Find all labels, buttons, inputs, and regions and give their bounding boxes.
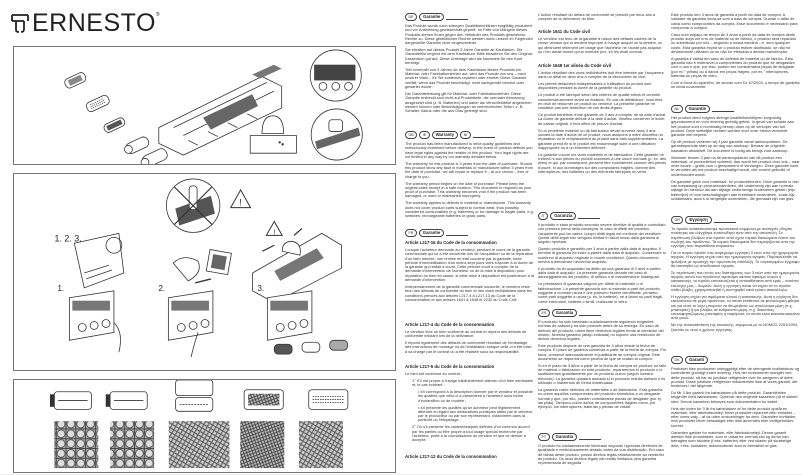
step-hand-blade [173,249,231,282]
paragraph: Le prestazioni di garanzia valgono per difetti di materiale o di fabbricazione. La presente garanzia non si estende a parti del prodotto soggette a normale usura e che possono essere identificate, pertanto, come parti soggette a usura (p. es. le batterie), né a danni su parti fragili, come interruttori, batterie o simili, realizzate in vetro. [538,281,664,304]
warranty-column-2 [538,0,667,475]
warranty-section [405,13,534,116]
slicing-drum-icon [106,392,147,410]
warranty-section [671,13,800,92]
paragraph: Το προϊόν κατασκευάστηκε προσεκτικά σύμφωνα με αυστηρές οδηγίες ποιότητας και ελέγχθηκε ευσυνείδητα πριν από την αποστολή. Σε περίπτωση βλαβών στο προϊόν αυτό έχετε νομικά δικαιώματα έναντι του πωλητή του προϊόντος. Τα νομικά δικαιώματα δεν περιορίζονται από την εγγύηση που παρατίθεται παρακάτω. [671,226,796,249]
heading-rule [446,231,468,236]
section-heading [671,105,800,113]
registered-mark: ® [155,12,160,18]
paragraph: Garantien gælder for materiale- eller fabrikationsfejl. Denne garanti dækker ikke produktdele, som er udsat for normalt slid og derfor kan betragtes som sliddele (f.eks. batterier) eller ved skader på skrøbelige dele, f.eks. kontakter, akkumulatorer som er fremstillet af glas. [671,429,792,448]
paragraph: Este produto tem 3 anos de garantia a partir da data de compra. A validade da garantia inicia-se com a data de compra. Guarde o talão de caixa como comprovativo da compra. Esse documento é necessário para comprovar a compra. [671,12,798,30]
warranty-section [538,433,667,468]
country-code-badge: DE [405,13,417,20]
section-heading [538,212,667,220]
warning-triangle-icon [266,222,282,237]
paragraph: Les pièces détachées indispensables à l'utilisation du produit sont disponibles pendant la durée de la garantie du produit. [538,81,652,91]
warranty-section [671,105,800,204]
paragraph: L'action résultant des vices rédhibitoires doit être intentée par l'acquéreur dans un délai de deux ans à compter de la découverte du vice. [538,70,664,80]
svg-text:!: ! [239,197,242,208]
paragraph: Il prodotto è stato prodotto secondo severe direttive di qualità e controllato con premura prima della consegna. In caso di difetti del prodotto, l'acquirente può far valere i propri diritti legali nei confronti del venditore. Questi diritti legali non vengono limitati in alcun modo dalla garanzia di seguito riportata. [538,222,666,245]
article-heading: Article 1641 du Code civil [538,29,591,34]
warranty-section [405,229,534,305]
mandoline-slicer-drawing [14,47,395,164]
paragraph: Il répond également des défauts de conformité résultant de l'emballage, des instructions de montage ou de l'installation lorsque celle-ci a été mise à sa charge par le contrat ou a été réalisée sous sa responsabilité. [405,340,532,354]
country-code-badge: IE [419,131,429,138]
paragraph: The warranty for this product is 3 years from the date of purchase. Should this product show any fault in materials or manufacture within 3 years from the date of purchase, we will repair or replace it – at our choice – free of charge to you. [405,160,534,179]
drum-removal-step-1 [69,291,120,352]
warranty-section [538,28,667,57]
paragraph: Produktet blev produceret omhyggeligt efter de strengeste kvalitetskrav og kontrolleret grundigt inden levering. Hvis der forekommer mangler ved dette produkt, så har du juridiske rettigheder over for sælgeren af dette produkt. Disse juridiske rettigheder indskrænkes ikke af vores garanti, der beskrives i det følgende. [671,366,800,389]
paragraph: Il prodotto da lei acquistato ha diritto ad una garanzia di 3 anni a partire dalla data di acquisto. La presente garanzia decade nel caso di danneggiamento del prodotto, di utilizzo o di manutenzione inadeguati. [538,265,661,280]
country-code-badge: IT [538,212,548,219]
country-code-badge: NI [460,131,471,138]
section-title: Garantie [419,13,444,20]
article-heading: Article L217-12 du Code de la consommation [405,454,497,459]
country-code-badge: DK [671,356,683,363]
paragraph: The warranty applies to defects in material or manufacture. This warranty does not cover product parts subject to normal wear, thus possibly considered consumables (e.g. batteries) or for damage to fragile parts, e.g. switches, rechargeable batteries or glass parts. [405,200,534,219]
paragraph: Le vendeur est tenu de la garantie à raison des défauts cachés de la chose vendue qui la rendent impropre à l'usage auquel on la destine, ou qui diminuent tellement cet usage que l'acheteur ne l'aurait pas acquise, ou n'en aurait donné qu'un moindre prix, s'il les avait connus. [538,36,663,54]
drum-removal-step-3 [267,291,347,354]
no-hand-prohibition-icon [166,179,219,232]
section-heading [405,13,534,21]
brand-name: ERNESTO [32,9,156,37]
warranty-column-1 [405,0,534,475]
drum-removal-step-2 [168,291,213,357]
heading-rule [473,133,495,138]
country-code-badge: PT [538,433,550,440]
usage-steps-drawing [14,174,395,370]
paragraph: Du får 3 års garanti fra købsdatoen på dette produkt. Garantifristen begynder med købsdatoen. Opbevar den originale kassebon på et sikkert sted. Denne kassebon behøves som dokumentation for købet. [671,390,798,404]
slicing-drum-icon [50,392,91,410]
article-heading: Article L217-5 du Code de la consommation [405,364,495,369]
paragraph: Hvis der inden for 3 år fra købsdatoen af for dette produkt opstår en materiale- eller fabrikationsfejl, bliver produktet repareret eller erstattet – efter vores valg – af os uden omkostninger for dem. Garantien bortfalder, hvis produktet bliver beskadiget eller ikke anvendes eller vedligeholdes korrekt. [671,405,797,428]
paragraph: La garantía cubre defectos de materiales o de fabricación. Esta garantía no cubre aquellos componentes del producto sometidos a un desgaste normal y que, por ello, pueden considerarse piezas de desgaste (por ej. las pilas). Tampoco cubre daños de componentes frágiles como, por ejemplo, los interruptores, baterías y piezas de cristal. [538,386,663,410]
country-code-badge: GR [671,216,683,223]
step-label-2: 2. [158,283,166,293]
paragraph: Le vendeur livre un bien conforme au contrat et répond des défauts de conformité existant lors de la délivrance. [405,329,527,339]
step-label-3: 3. [257,283,265,293]
paragraph: Indépendamment de la garantie commerciale souscrite, le vendeur reste tenu des défauts de conformité du bien et des vices rédhibitoires dans les conditions prévues aux articles L217-4 à L217-13 du Code de la consommation et aux articles 1641 à 1648 et 2232 du Code Civil. [405,283,532,302]
section-heading [538,309,667,317]
paragraph: Sie erhalten auf dieses Produkt 3 Jahre Garantie ab Kaufdatum. Die Garantiefrist beginnt mit dem Kaufdatum. Bitte bewahren Sie den Original-Kassenbon gut auf. Diese Unterlage wird als Nachweis für den Kauf benötigt. [405,47,534,65]
paragraph: Le bien est conforme au contrat : [405,371,462,376]
article-heading: Article L217-16 du Code de la consommation [405,240,497,245]
detail-inset-top [310,50,361,101]
heading-rule [579,311,601,316]
drum-results-illustration [13,379,396,473]
usage-steps-illustration [13,173,396,371]
paragraph: Die Garantieleistung gilt für Material- oder Fabrikationsfehler. Diese Garantie erstreckt sich nicht auf Produktteile, die normaler Abnutzung ausgesetzt sind (z. B. Batterien) und daher als Verschleißteile angesehen werden können oder Beschädigungen an zerbrechlichen Teilen, z. B. Schalter, Akkus oder die aus Glas gefertigt sind. [405,90,532,114]
section-title: Garanzia [550,212,576,219]
paragraph: Wanneer binnen 3 jaar na de aankoopdatum van dit product een materiaal- of productiefout optreedt, dan wordt het product door ons – naar onze keuze – gratis voor u gerepareerd of vervangen. Deze garantie komt te vervallen als het product beschadigd wordt, niet correct gebruikt of onderhouden wordt. [671,154,800,177]
coarsely-grated-photo [299,421,343,468]
paragraph: Σε περίπτωση που εντός του διαστήματος των 3 ετών από την ημερομηνία αγοράς αυτού του προϊόντος προκύψει κάποιο σφάλμα υλικού ή κατασκευής, το προϊόν επισκευάζεται ή αντικαθίσταται από εμάς – κατόπιν επιλογής μας – δωρεάν. Αυτή η εγγύηση παύει να ισχύει αν το προϊόν πάθει βλάβη, χρησιμοποιηθεί ή συντηρηθεί κατά τρόπο ακατάλληλο. [671,269,800,293]
section-heading [671,216,800,224]
finely-grated-photo [240,421,284,468]
product-overview-illustration [13,46,396,165]
country-code-badge: NL [671,105,683,112]
paragraph: Ce produit bénéficie d'une garantie de 3 ans à compter de sa date d'achat. La durée de garantie débute à la date d'achat. Veuillez conserver le ticket de caisse original. Il fera office de preuve d'achat. [538,112,667,126]
paragraph: La garantie couvre les vices matériels et de fabrication. Cette garantie ne s'étend ni aux pièces du produit soumises à une usure normale (p. ex. des piles) et qui, par conséquent, peuvent être considérées comme des pièces d'usure, ni aux dommages sur des composants fragiles, comme des interrupteurs, des batteries ou des éléments fabriqués en verre. [538,151,667,174]
step-label-1: 1. [57,283,65,293]
warning-triangle-icon [231,190,251,208]
julienne-drum-icon [176,380,213,411]
grater-drums-icon [63,71,168,164]
drum-results-drawing [14,380,395,472]
paragraph: Le produit a été fabriqué selon des critères de qualité stricts et contrôlé consciencieusement avant sa livraison. En cas de défaillance, vous êtes en droit de retourner ce produit au vendeur. La présente garantie ne constitue pas une restriction de vos droits légaux. [538,92,663,111]
paragraph: The product has been manufactured to strict quality guidelines and meticulously examined before delivery. In the event of product defects you have legal rights against the retailer of this product. Your legal rights are not limited in any way by our warranty detailed below. [405,141,533,159]
section-title: Εγγύηση [685,216,711,223]
cucumber-slices-photo [110,421,154,468]
fine-grater-drum-icon [244,390,283,410]
warranty-section [671,356,800,450]
detail-inset-bottom [311,109,362,160]
paragraph: El producto ha sido fabricado cuidadosamente siguiendo exigentes normas de calidad y ha sido probado antes de su entrega. En caso de defecto del producto, usted tiene derechos legales frente al vendedor del mismo. Nuestra garantía (abajo indicada) no supone una restricción de dichos derechos legales. [538,319,664,342]
heading-rule [710,358,732,363]
heading-rule [714,218,736,223]
paragraph: Si un problème matériel ou de fabrication devait survenir dans 3 ans suivant la date d'achat de ce produit, nous assurons à notre discrétion la réparation ou le remplacement du produit sans frais supplémentaires. La garantie prend fin si le produit est endommagé suite à une utilisation inappropriée ou à un entretien déficient. [538,127,664,150]
heading-rule [446,15,468,20]
section-title: Garanti [685,356,708,363]
paragraph: A garantia é válida em caso de defeitos de material ou de fabrico. Esta garantia não é extensível a componentes do produto que se desgastam com o uso e que, por isso, podem ser considerados peças de desgaste (por ex.° pilhas) ou a danos em peças frágeis, por ex.° interruptores, baterias ou peças de vidro. [671,55,795,79]
step-hand-drum-1 [74,233,123,287]
paragraph: Das Produkt wurde nach strengen Qualitätsrichtlinien sorgfältig produziert und vor Anlieferung gewissenhaft geprüft. Im Falle von Mängeln dieses Produkts stehen Ihnen gegen den Verkäufer des Produkts gesetzliche Rechte zu. Diese gesetzlichen Rechte werden durch unsere im Folgenden dargestellte Garantie nicht eingeschränkt. [405,23,534,46]
country-code-badge: GB [405,131,417,138]
paragraph: • s'il présente les qualités qu'un acheteur peut légitimement attendre eu égard aux déclarations publiques faites par le vendeur, par le producteur ou par son représentant, notamment dans la publicité ou l'étiquetage ; [418,404,534,423]
heading-rule [578,214,600,219]
paragraph: The warranty period begins on the date of purchase. Please keep the original sales receipt in a safe location. This document is required as your proof of purchase. This warranty becomes void if the product has been damaged, or used or maintained improperly. [405,180,532,199]
step-slicer-holder [253,228,342,302]
julienne-strips-photo [169,421,230,468]
svg-text:!: ! [273,229,276,237]
warranty-section [405,131,534,221]
paragraph: • s'il correspond à la description donnée par le vendeur et possède les qualités que celui-ci a présentées à l'acheteur sous forme d'échantillon ou de modèle ; [418,389,533,403]
section-title: Garantie [685,105,710,112]
warranty-section [405,453,534,462]
paragraph: Op dit product verlenen wij 3 jaar garantie vanaf aankoopdatum. De garantieperiode start op de dag van aankoop. Bewaar de originele kassabon alstublieft. Dit document is nodig als bewijs voor aankoop. [671,139,789,153]
section-title: Garantía [552,309,577,316]
warranty-section [671,216,800,335]
warranty-section [538,13,667,24]
section-heading [405,131,534,139]
warranty-section [538,309,667,412]
section-heading [405,229,534,237]
section-heading [671,356,800,364]
warranty-section [538,62,667,177]
country-code-badge: ES [538,309,550,316]
paragraph: Com a troca do aparelho, de acordo com DL 67/2003, o tempo de garantia se inicia novamente. [671,79,800,90]
paragraph: Este producto dispone de una garantía de 3 años desde la fecha de compra. El plazo de garantía comienza a partir de la fecha de compra. Por favor, conserve adecuadamente el justificante de compra original. Este documento se requerirá como prueba de que se realizó la compra. [538,343,667,361]
section-title: Garantia [552,433,577,440]
country-code-badge: FR [405,229,417,236]
section-heading [538,433,667,441]
food-holder [250,116,296,153]
article-heading: Article L217-4 du Code de la consommation [405,322,495,327]
paragraph: Lorsque l'acheteur demande au vendeur, pendant le cours de la garantie commerciale qui lui a été consentie lors de l'acquisition ou de la réparation d'un bien meuble, une remise en état couverte par la garantie, toute période d'immobilisation d'au moins sept jours vient s'ajouter à la durée de la garantie qui restait à courir. Cette période court à compter de la demande d'intervention de l'acheteur ou de la mise à disposition pour réparation du bien en cause, si cette mise à disposition est postérieure à la demande d'intervention. [405,247,534,283]
heading-rule [579,435,601,440]
paragraph: Με την αντικατάσταση της συσκευής, σύμφωνα με το ΝΟΜΟΣ 2251/1994, ξεκινάει εκ νέου ο χρόνος εγγύησης. [671,322,799,332]
article-heading: Article 1648 1er alinéa du Code civil [538,63,612,68]
warranty-section [405,363,534,445]
paragraph: Tritt innerhalb von 3 Jahren ab dem Kaufdatum dieses Produkts ein Material- oder Fabrikationsfehler auf, wird das Produkt von uns – nach unserer Wahl – für Sie kostenlos repariert oder ersetzt. Diese Garantie verfällt, wenn das Produkt beschädigt, nicht sachgemäß benutzt oder gewartet wurde. [405,66,527,90]
warranty-section [405,321,534,357]
cucumber-slices-photo [54,421,98,468]
paragraph: 2° Ou s'il présente les caractéristiques définies d'un commun accord par les parties ou être propre à tout usage spécial recherché par l'acheteur, porté à la connaissance du vendeur et que ce dernier a accepté. [412,424,530,443]
section-title: Garantie [419,229,444,236]
paragraph: 1° S'il est propre à l'usage habituellement attendu d'un bien semblable et, le cas échéant : [412,377,534,388]
step-label-sequence: 1. 2. 3. [54,233,82,244]
brand-logo [10,11,160,35]
warranty-section [538,212,667,306]
paragraph: De garantie geldt voor materiaal- en productiefouten. Deze garantie is niet van toepassing op productonderdelen, die onderhevig zijn aan normale slijtage en hierdoor als aan slijtage onderhevige onderdelen gelden (bijv. batterijen) of voor beschadigingen aan breekbare onderdelen, zoals bijv. schakelaars, accu's of dergelijke onderdelen, die gemaakt zijn van glas. [671,178,799,201]
coarse-grater-drum-icon [309,390,348,410]
heading-rule [712,107,734,112]
paragraph: Για το παρόν προϊόν σας παρέχουμε εγγύηση 3 ετών από την ημερομηνία αγοράς. Η εγγύηση ισχύει από την ημερομηνία αγοράς. Παρακαλείσθε να φυλάξετε με προσοχή την πρωτότυπη απόδειξη. Το συγκεκριμένο έγγραφο θα απαιτηθεί ως αποδεικτικό αγοράς. [671,250,800,268]
paragraph: Het product werd volgens strenge kwaliteitsrichtlijnen zorgvuldig geproduceerd en voor levering grondig getest. In geval van schade aan het product kunt u rechtmatig beroep doen op de verkoper van het product. Deze wettelijke rechten worden door onze hierna vermelde garantie niet beperkt. [671,115,794,138]
section-title: Warranty [432,131,458,138]
paragraph: Caso num espaço de tempo de 3 anos a partir da data de compra deste produto surja um erro de material ou de fabrico, o produto será reparado ou substituído por nós – segundo a nossa escolha – e, sem qualquer custo. Esta garantia expira se o produto estiver danificado, se não for devidamente utilizado ou se não for efetuada a devida manutenção. [671,31,797,54]
paragraph: L'action résultant du défaut de conformité se prescrit par deux ans à compter de la délivrance du bien. [538,12,656,22]
paragraph: Η εγγύηση ισχύει για σφάλματα υλικού ή κατασκευής. Αυτή η εγγύηση δεν επεκτείνεται σε μέρη προϊόντος, τα οποία εκτίθενται σε φυσιολογική φθορά και για αυτό το λόγο μπορούν να θεωρηθούν ως αναλώσιμα μέρη (π.χ. μπαταρίες) ή για βλάβες σε εύθραυστα μέρη, π.χ. διακόπτες, επαναφορτιζόμενες μπαταρίες ή παρόμοια, τα οποία είναι κατασκευασμένα από γυαλί. [671,293,800,321]
warranty-column-3 [671,0,800,475]
paragraph: Questo prodotto è garantito per 3 anni a partire dalla data di acquisto. Il termine di garanzia ha inizio a partire dalla data di acquisto. Conservare lo scontrino di acquisto originale in buone condizioni. Questo documento servirà a dimostrare l'avvenuto acquisto. [538,246,666,264]
paragraph: O produto foi cuidadosamente fabricado segundo rigorosas diretrizes de qualidade e meticulosamente testado antes da sua distribuição. Em caso de falhas deste produto, possui direitos legais relativamente ao vendedor do produto. Os seus direitos legais não estão limitados pela garantia representada de seguida. [538,443,665,466]
paragraph: Si en el plazo de 3 años a partir de la fecha de compra se produce un fallo de material o fabricación en este producto, repararemos el producto o lo sustituiremos gratuitamente por un producto nuevo (según nuestra elección). La garantía quedará anulada si el producto resulta dañado o es utilizado o mantenido de forma inadecuada. [538,362,667,386]
ernesto-logo-icon [10,12,30,34]
